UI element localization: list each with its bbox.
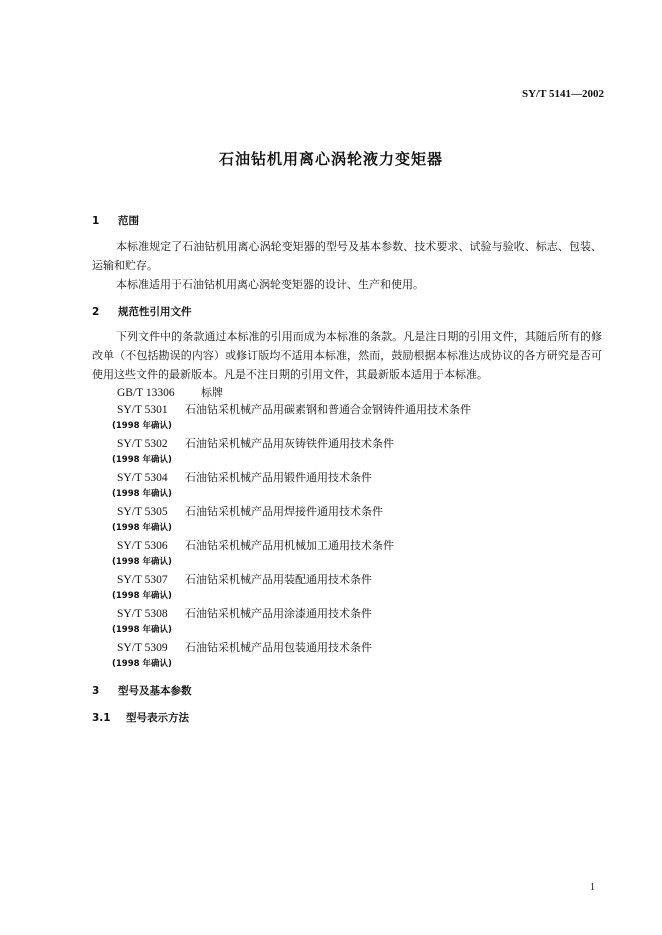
reference-code: SY/T 5309 — [117, 642, 168, 654]
reference-title: 石油钻采机械产品用焊接件通用技术条件 — [185, 505, 383, 518]
reference-code: SY/T 5302 — [117, 438, 168, 450]
references-intro-paragraph: 下列文件中的条款通过本标准的引用而成为本标准的条款。凡是注日期的引用文件，其随后所有的修改单（不包括勘误的内容）或修订版均不适用本标准，然而，鼓励根据本标准达成协议的各方研究是否可使用这些文件的最新版本。凡是不注日期的引用文件，其最新版本适用于本标准。 — [92, 330, 602, 381]
reference-code: GB/T 13306 — [117, 387, 175, 399]
scope-paragraph-1: 本标准规定了石油钻机用离心涡轮变矩器的型号及基本参数、技术要求、试验与验收、标志、包装、运输和贮存。 — [92, 240, 602, 272]
reference-title: 石油钻采机械产品用包装通用技术条件 — [185, 641, 372, 654]
reference-item — [117, 384, 223, 400]
section-heading-normative-references — [92, 304, 192, 319]
section-heading-scope — [92, 213, 139, 228]
reference-title: 石油钻采机械产品用灰铸铁件通用技术条件 — [185, 437, 394, 450]
section-title: 型号表示方法 — [126, 712, 189, 724]
reference-item — [117, 537, 394, 553]
reference-confirmation: (1998 年确认) — [112, 455, 172, 465]
section-title: 规范性引用文件 — [118, 306, 192, 318]
reference-item — [117, 503, 383, 519]
reference-confirmation: (1998 年确认) — [112, 625, 172, 635]
reference-item — [117, 401, 471, 417]
section-number: 2 — [92, 306, 100, 318]
section-number: 1 — [92, 215, 100, 227]
reference-confirmation: (1998 年确认) — [112, 523, 172, 533]
reference-item — [117, 605, 372, 621]
section-number: 3.1 — [92, 712, 111, 724]
reference-code: SY/T 5307 — [117, 574, 168, 586]
reference-title: 石油钻采机械产品用机械加工通用技术条件 — [185, 539, 394, 552]
reference-confirmation: (1998 年确认) — [112, 421, 172, 431]
reference-item — [117, 469, 372, 485]
reference-code: SY/T 5308 — [117, 608, 168, 620]
scope-paragraph-2: 本标准适用于石油钻机用离心涡轮变矩器的设计、生产和使用。 — [116, 278, 424, 291]
reference-title: 石油钻采机械产品用锻件通用技术条件 — [185, 471, 372, 484]
section-heading-models-parameters — [92, 683, 192, 698]
reference-confirmation: (1998 年确认) — [112, 591, 172, 601]
reference-code: SY/T 5306 — [117, 540, 168, 552]
section-title: 范围 — [118, 215, 139, 227]
standard-code: SY/T 5141—2002 — [521, 88, 604, 100]
page-number: 1 — [590, 882, 595, 893]
section-title: 型号及基本参数 — [118, 685, 192, 697]
reference-title: 标牌 — [201, 386, 223, 399]
reference-confirmation: (1998 年确认) — [112, 659, 172, 669]
reference-item — [117, 639, 372, 655]
reference-confirmation: (1998 年确认) — [112, 489, 172, 499]
reference-item — [117, 435, 394, 451]
section-number: 3 — [92, 685, 100, 697]
document-title: 石油钻机用离心涡轮液力变矩器 — [218, 150, 443, 168]
reference-item — [117, 571, 372, 587]
reference-title: 石油钻采机械产品用涂漆通用技术条件 — [185, 607, 372, 620]
reference-code: SY/T 5305 — [117, 506, 168, 518]
reference-code: SY/T 5304 — [117, 472, 168, 484]
reference-confirmation: (1998 年确认) — [112, 557, 172, 567]
subsection-heading-model-designation — [92, 710, 189, 725]
reference-title: 石油钻采机械产品用装配通用技术条件 — [185, 573, 372, 586]
reference-code: SY/T 5301 — [117, 404, 168, 416]
reference-title: 石油钻采机械产品用碳素钢和普通合金钢铸件通用技术条件 — [185, 403, 471, 416]
